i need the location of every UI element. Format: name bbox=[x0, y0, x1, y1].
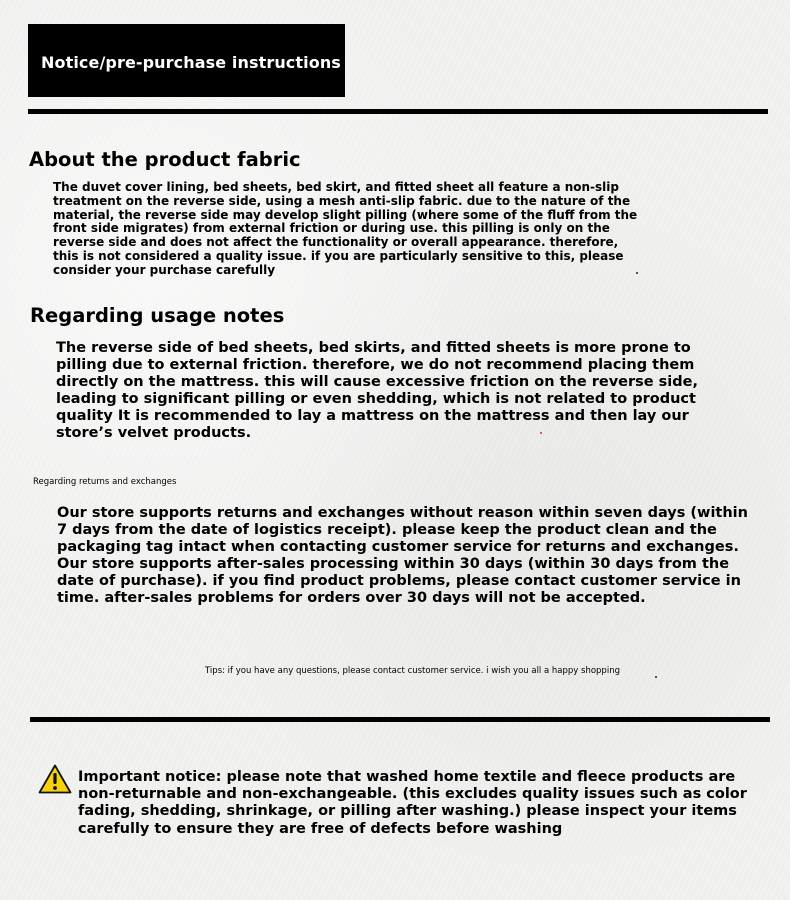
usage-paragraph: The reverse side of bed sheets, bed skirts, and fitted sheets is more prone to pilling due to external friction. therefore, we do not recommend placing them directly on the mattress. this will cause excessive friction on the reverse side, leading to significant pilling or even shedding, which is not related to product quality It is recommended to lay a mattress on the mattress and then lay our store’s velvet products. bbox=[56, 340, 699, 441]
fabric-paragraph: The duvet cover lining, bed sheets, bed skirt, and fitted sheet all feature a non-slip treatment on the reverse side, using a mesh anti-slip fabric. due to the nature of the material, the reverse side may develop slight pilling (where some of the fluff from the front side migrates) from external friction or during use. this pilling is only on the reverse side and does not affect the functionality or overall appearance. therefore, this is not considered a quality issue. if you are particularly sensitive to this, please consider your purchase carefully bbox=[53, 180, 638, 277]
warning-icon bbox=[38, 764, 72, 794]
notice-header-box bbox=[28, 24, 345, 97]
fabric-heading: About the product fabric bbox=[29, 148, 301, 171]
decorative-speck bbox=[636, 272, 638, 274]
important-notice-paragraph: Important notice: please note that washed home textile and fleece products are non-returnable and non-exchangeable. (this excludes quality issues such as color fading, shedding, shrinkage, or pilling after washing.) please inspect your items carefully to ensure they are free of defects before washing bbox=[78, 769, 747, 837]
usage-heading: Regarding usage notes bbox=[30, 304, 285, 327]
decorative-speck bbox=[655, 676, 657, 678]
page-title: Notice/pre-purchase instructions bbox=[41, 53, 341, 72]
bottom-divider bbox=[30, 717, 770, 722]
returns-heading: Regarding returns and exchanges bbox=[33, 477, 177, 487]
top-divider bbox=[28, 109, 768, 114]
returns-paragraph: Our store supports returns and exchanges without reason within seven days (within 7 days from the date of logistics receipt). please keep the product clean and the packaging tag intact when contacting customer service for returns and exchanges. Our store supports after-sales processing within 30 days (within 30 days from the date of purchase). if you find product problems, please contact customer service in time. after-sales problems for orders over 30 days will not be accepted. bbox=[57, 505, 748, 606]
decorative-speck bbox=[540, 432, 542, 434]
tips-text: Tips: if you have any questions, please contact customer service. i wish you all a happy shopping bbox=[205, 666, 620, 676]
